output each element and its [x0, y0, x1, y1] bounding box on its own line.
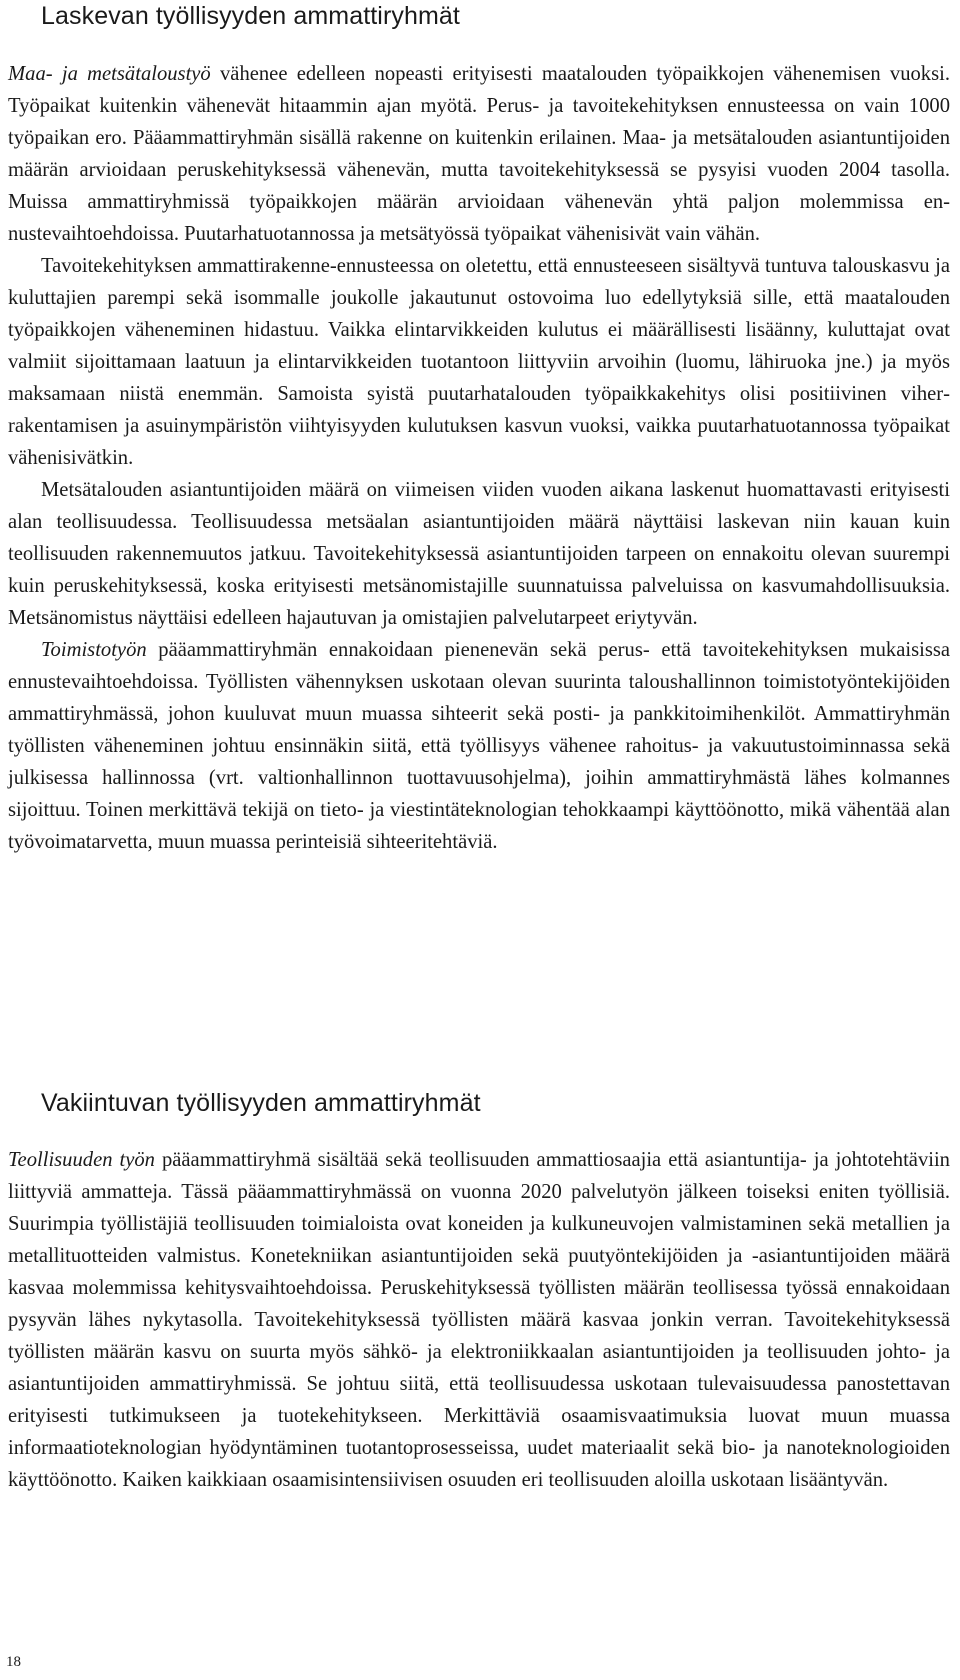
- section-stable-body: [8, 1144, 950, 1496]
- section-declining-body: [8, 58, 950, 858]
- paragraph-agriculture-forestry: [8, 58, 950, 250]
- paragraph-lead-term: Teollisuuden työn: [8, 1149, 155, 1171]
- paragraph-target-development: Tavoitekehityksen ammattirakenne-ennusteessa on oletettu, että ennusteeseen sisältyvä tuntuva talouskasvu ja kuluttajien parempi sekä isommalle joukolle jakautunut ostovoima luo edellytyksiä sille, että maatalouden työpaikkojen väheneminen hidastuu. Vaikka elintarvikkeiden kulutus ei määrällisesti lisäänny, kuluttajat ovat valmiit sijoittamaan laatuun ja elintarvikkeiden tuotantoon liittyviin arvoihin (luomu, lähiruoka jne.) ja myös maksamaan niistä enemmän. Samoista syistä puutarhatalouden työpaikkakehitys olisi positiivinen viherrakentamisen ja asuinympäristön viihtyisyyden kulutuksen kasvun vuoksi, vaikka puutarhatuotannossa työpaikat vähenisivätkin.: [8, 255, 950, 469]
- section-heading-stable: Vakiintuvan työllisyyden ammattiryhmät: [41, 1089, 481, 1117]
- paragraph-lead-term: Maa- ja metsätaloustyö: [8, 63, 211, 85]
- paragraph-forestry-experts: Metsätalouden asiantuntijoiden määrä on viimeisen viiden vuoden aikana laskenut huomattavasti erityisesti alan teollisuudessa. Teollisuudessa metsäalan asiantuntijoiden määrä näyttäisi laskevan niin kauan kuin teollisuuden rakennemuutos jatkuu. Tavoitekehityksessä asiantuntijoiden tarpeen on ennakoitu olevan suurempi kuin peruskehityksessä, koska erityisesti metsänomistajille suunnatuissa palveluissa on kasvumahdollisuuksia. Metsänomistus näyttäisi edelleen hajautuvan ja omistajien palvelutarpeet eriytyvän.: [8, 479, 950, 629]
- page-number: 18: [6, 1654, 21, 1670]
- paragraph-text: pääammattiryhmän ennakoidaan pienenevän sekä perus- että tavoitekehityksen mukaisissa ennustevaihtoehdoissa. Työllisten vähennyksen uskotaan olevan suurinta taloushallinnon toimistotyöntekijöiden ammattiryhmässä, johon kuuluvat muun muassa sihteerit sekä posti- ja pankkitoimihenkilöt. Ammattiryhmän työllisten väheneminen johtuu ensinnäkin siitä, että työllisyys vähenee rahoitus- ja vakuutustoiminnassa sekä julkisessa hallinnossa (vrt. valtionhallinnon tuottavuusohjelma), joihin ammattiryhmästä lähes kolmannes sijoittuu. Toinen merkittävä tekijä on tieto- ja viestintäteknologian tehokkaampi käyttöönotto, mikä vähentää alan työvoimatarvetta, muun muassa perinteisiä sihteeritehtäviä.: [8, 639, 950, 853]
- paragraph-text: vähenee edelleen nopeasti erityisesti maatalouden työpaikkojen vähenemisen vuoksi. Työpaikat kuitenkin vähenevät hitaammin ajan myötä. Perus- ja tavoitekehityksen ennusteessa on vain 1000 työpaikan ero. Pääammattiryhmän sisällä rakenne on kuitenkin erilainen. Maa- ja metsätalouden asiantuntijoiden määrän arvioidaan peruskehityksessä vähenevän, mutta tavoitekehityksessä se pysyisi vuoden 2004 tasolla. Muissa ammattiryhmissä työpaikkojen määrän arvioidaan vähenevän yhtä paljon molemmissa ennustevaihtoehdoissa. Puutarhatuotannossa ja metsätyössä työpaikat vähenisivät vain vähän.: [8, 63, 950, 245]
- paragraph-industrial-work: [8, 1144, 950, 1496]
- paragraph-lead-term: Toimistotyön: [41, 639, 147, 661]
- paragraph-office-work: [8, 634, 950, 858]
- paragraph-text: pääammattiryhmä sisältää sekä teollisuuden ammattiosaajia että asiantuntija- ja johtotehtäviin liittyviä ammatteja. Tässä pääammattiryhmässä on vuonna 2020 palvelutyön jälkeen toiseksi eniten työllisiä. Suurimpia työllistäjiä teollisuuden toimialoista ovat koneiden ja kulkuneuvojen valmistaminen sekä metallien ja metallituotteiden valmistus. Konetekniikan asiantuntijoiden sekä puutyöntekijöiden ja -asiantuntijoiden määrä kasvaa molemmissa kehitysvaihtoehdoissa. Peruskehityksessä työllisten määrän teollisessa työssä ennakoidaan pysyvän lähes nykytasolla. Tavoitekehityksessä työllisten määrä kasvaa jonkin verran. Tavoitekehityksessä työllisten määrän kasvu on suurta myös sähkö- ja elektroniikkaalan asiantuntijoiden ja teollisuuden johto- ja asiantuntijoiden ammattiryhmissä. Se johtuu siitä, että teollisuudessa uskotaan tulevaisuudessa panostettavan erityisesti tutkimukseen ja tuotekehitykseen. Merkittäviä osaamisvaatimuksia luovat muun muassa informaatioteknologian hyödyntäminen tuotantoprosesseissa, uudet materiaalit sekä bio- ja nanoteknologioiden käyttöönotto. Kaiken kaikkiaan osaamisintensiivisen osuuden eri teollisuuden aloilla uskotaan lisääntyvän.: [8, 1149, 950, 1491]
- section-heading-declining: Laskevan työllisyyden ammattiryhmät: [41, 2, 460, 30]
